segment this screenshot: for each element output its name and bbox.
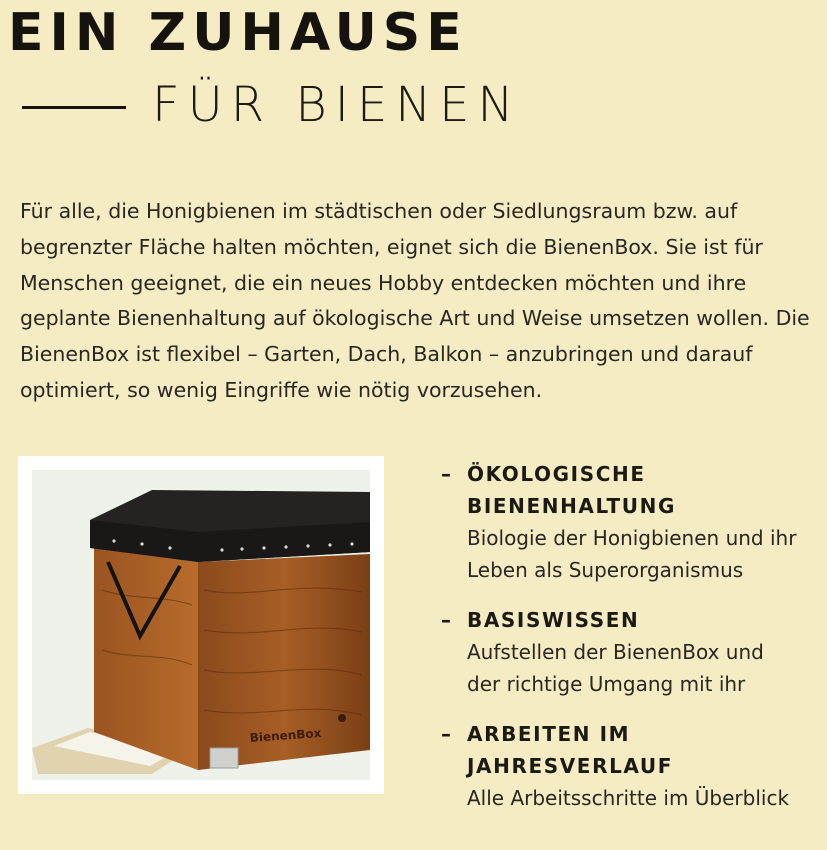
box-brand-label: BienenBox [249, 726, 322, 745]
title-rule [22, 106, 126, 109]
feature-dash: – [441, 608, 453, 632]
feature-heading: ÖKOLOGISCHE BIENENHALTUNG [467, 462, 676, 518]
page-subtitle-text: FÜR BIENEN [152, 77, 522, 133]
page-subtitle [22, 74, 521, 136]
bienenbox-illustration [32, 470, 370, 780]
box-side-panel [94, 548, 198, 770]
entrance-plate [210, 748, 238, 768]
brand-logo-icon [338, 714, 346, 722]
intro-paragraph: Für alle, die Honigbienen im städtischen oder Siedlungsraum bzw. auf begrenzter Fläche halten möchten, eignet sich die BienenBox. Sie ist für Menschen geeignet, die ein neues Hobby entdecken möchten und ihre geplante Bienenhaltung auf ökologische Art und Weise umsetzen wollen. Die BienenBox ist flexibel – Garten, Dach, Balkon – anzubringen und darauf optimiert, so wenig Eingriffe wie nötig vorzusehen. [20, 199, 810, 402]
page-title: EIN ZUHAUSE [8, 3, 468, 63]
feature-item [441, 604, 827, 700]
feature-dash: – [441, 462, 453, 486]
feature-list [441, 458, 827, 832]
beehive-photo [18, 456, 384, 794]
feature-item [441, 458, 827, 586]
feature-description: Biologie der Honigbienen und ihr Leben als Superorganismus [467, 526, 797, 582]
feature-item [441, 718, 827, 814]
feature-heading: BASISWISSEN [467, 608, 640, 632]
feature-description: Aufstellen der BienenBox und der richtige Umgang mit ihr [467, 640, 764, 696]
feature-heading: ARBEITEN IM JAHRESVERLAUF [467, 722, 673, 778]
feature-description: Alle Arbeitsschritte im Überblick [467, 786, 790, 810]
feature-dash: – [441, 722, 453, 746]
